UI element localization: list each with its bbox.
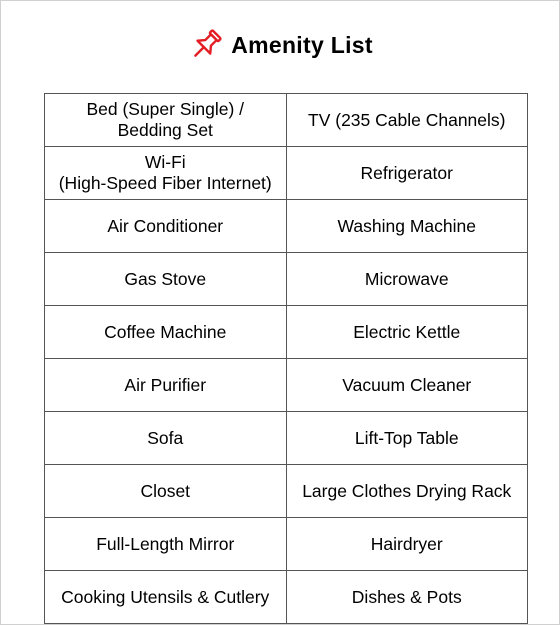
- amenity-table: [44, 93, 528, 624]
- table-row: [45, 253, 528, 306]
- table-cell: Closet: [45, 465, 287, 518]
- table-cell: Lift-Top Table: [286, 412, 528, 465]
- table-cell: Dishes & Pots: [286, 571, 528, 624]
- table-row: [45, 359, 528, 412]
- table-row: [45, 94, 528, 147]
- table-cell: Vacuum Cleaner: [286, 359, 528, 412]
- table-cell: Air Purifier: [45, 359, 287, 412]
- table-cell: Electric Kettle: [286, 306, 528, 359]
- title-row: [1, 23, 560, 67]
- table-cell: Hairdryer: [286, 518, 528, 571]
- table-row: [45, 306, 528, 359]
- page-title: Amenity List: [231, 31, 373, 58]
- table-cell: Refrigerator: [286, 147, 528, 200]
- table-cell: Full-Length Mirror: [45, 518, 287, 571]
- table-row: [45, 571, 528, 624]
- table-cell: Microwave: [286, 253, 528, 306]
- table-row: [45, 412, 528, 465]
- table-row: [45, 518, 528, 571]
- table-cell: Gas Stove: [45, 253, 287, 306]
- table-cell: Cooking Utensils & Cutlery: [45, 571, 287, 624]
- pushpin-icon: [189, 28, 223, 62]
- table-cell: TV (235 Cable Channels): [286, 94, 528, 147]
- table-row: [45, 200, 528, 253]
- table-row: [45, 147, 528, 200]
- table-row: [45, 465, 528, 518]
- table-cell: Coffee Machine: [45, 306, 287, 359]
- table-cell: Air Conditioner: [45, 200, 287, 253]
- table-cell: Bed (Super Single) / Bedding Set: [45, 94, 287, 147]
- table-cell: Wi-Fi (High-Speed Fiber Internet): [45, 147, 287, 200]
- table-cell: Large Clothes Drying Rack: [286, 465, 528, 518]
- table-cell: Washing Machine: [286, 200, 528, 253]
- table-cell: Sofa: [45, 412, 287, 465]
